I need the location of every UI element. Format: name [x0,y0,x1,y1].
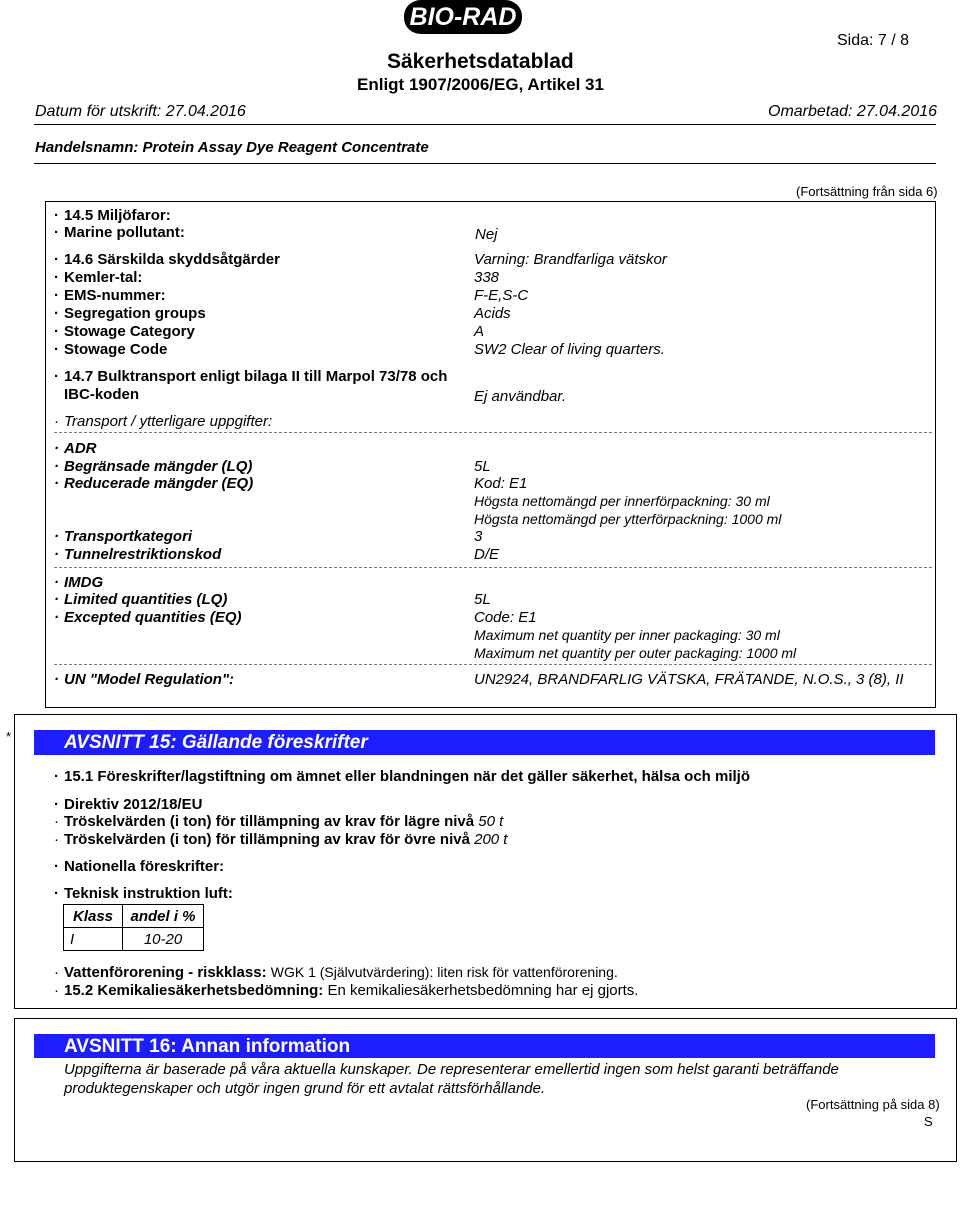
header-divider [34,124,936,125]
imdg-eq-value: Code: E1 [474,609,537,626]
imdg-eq-label: · Excepted quantities (EQ) [54,609,242,626]
dashed-divider [54,664,932,665]
imdg-eq-inner: Maximum net quantity per inner packaging: 30 ml [474,627,780,643]
adr-lq-label: · Begränsade mängder (LQ) [54,458,252,475]
s14-6-heading-value: Varning: Brandfarliga vätskor [474,251,667,268]
document-subtitle: Enligt 1907/2006/EG, Artikel 31 [357,75,604,94]
water-hazard: · Vattenförorening - riskklass: WGK 1 (Självutvärdering): liten risk för vattenförorening. [54,964,618,981]
directive-label: · Direktiv 2012/18/EU [54,796,202,813]
lower-threshold: · Tröskelvärden (i ton) för tillämpning av krav för lägre nivå 50 t [54,813,503,830]
footer-mark: S [924,1114,933,1129]
section-15-title: AVSNITT 15: Gällande föreskrifter [34,730,935,755]
marine-pollutant-label: · Marine pollutant: [54,224,185,241]
ems-value: F-E,S-C [474,287,529,304]
dashed-divider [54,432,932,433]
s14-7-value: Ej användbar. [474,388,567,405]
adr-tunnel-value: D/E [474,546,500,563]
imdg-lq-value: 5L [474,591,491,608]
s14-5-heading: · 14.5 Miljöfaror: [54,207,171,224]
table-cell-klass: I [64,928,123,951]
s14-7-heading-line2: IBC-koden [64,386,139,403]
continued-from: (Fortsättning från sida 6) [796,184,938,199]
trade-name-divider [34,163,936,164]
kemler-value: 338 [474,269,500,286]
marine-pollutant-value: Nej [475,226,498,243]
revised-date: Omarbetad: 27.04.2016 [768,103,938,120]
table-row [64,928,204,951]
adr-eq-label: · Reducerade mängder (EQ) [54,475,253,492]
imdg-heading: · IMDG [54,574,103,591]
s16-text-line1: Uppgifterna är baserade på våra aktuella kunskaper. De representerar emellertid ingen som helst garanti beträffande [64,1061,839,1078]
segregation-value: Acids [474,305,511,322]
stowage-code-value: SW2 Clear of living quarters. [474,341,665,358]
table-header-row [64,905,204,928]
kemler-label: · Kemler-tal: [54,269,142,286]
table-header-klass: Klass [64,905,123,928]
adr-eq-outer: Högsta nettomängd per ytterförpackning: 1000 ml [474,511,782,527]
segregation-label: · Segregation groups [54,305,206,322]
document-title: Säkerhetsdatablad [387,50,574,73]
adr-eq-inner: Högsta nettomängd per innerförpackning: 30 ml [474,493,770,509]
page-number: Sida: 7 / 8 [837,32,910,49]
bio-rad-logo: BIO-RAD [404,0,522,34]
tech-instruction-label: · Teknisk instruktion luft: [54,885,233,902]
stowage-category-label: · Stowage Category [54,323,195,340]
class-table [63,904,204,951]
s15-1-heading: · 15.1 Föreskrifter/lagstiftning om ämnet eller blandningen när det gäller säkerhet, hälsa och miljö [54,768,750,785]
chem-safety-assessment: · 15.2 Kemikaliesäkerhetsbedömning: En kemikaliesäkerhetsbedömning har ej gjorts. [54,982,638,999]
imdg-lq-label: · Limited quantities (LQ) [54,591,227,608]
adr-lq-value: 5L [474,458,491,475]
trade-name: Handelsnamn: Protein Assay Dye Reagent Concentrate [35,139,429,156]
un-model-value: UN2924, BRANDFARLIG VÄTSKA, FRÄTANDE, N.O.S., 3 (8), II [474,671,904,688]
continued-to: (Fortsättning på sida 8) [806,1097,940,1112]
adr-category-label: · Transportkategori [54,528,192,545]
adr-tunnel-label: · Tunnelrestriktionskod [54,546,221,563]
print-date: Datum för utskrift: 27.04.2016 [35,103,246,120]
section-16-title: AVSNITT 16: Annan information [34,1034,935,1058]
transport-extra-label: · Transport / ytterligare uppgifter: [54,413,272,430]
s16-text-line2: produktegenskaper och utgör ingen grund för ett avtalat rättsförhållande. [64,1080,546,1097]
ems-label: · EMS-nummer: [54,287,166,304]
national-regs-label: · Nationella föreskrifter: [54,858,224,875]
stowage-code-label: · Stowage Code [54,341,167,358]
un-model-label: · UN "Model Regulation": [54,671,234,688]
upper-threshold: · Tröskelvärden (i ton) för tillämpning av krav för övre nivå 200 t [54,831,507,848]
s14-6-heading: · 14.6 Särskilda skyddsåtgärder [54,251,280,268]
table-cell-andel: 10-20 [123,928,204,951]
adr-category-value: 3 [474,528,483,545]
s14-7-heading: · 14.7 Bulktransport enligt bilaga II till Marpol 73/78 och [54,368,447,385]
stowage-category-value: A [474,323,485,340]
adr-heading: · ADR [54,440,97,457]
adr-eq-value: Kod: E1 [474,475,528,492]
imdg-eq-outer: Maximum net quantity per outer packaging: 1000 ml [474,645,797,661]
change-marker: * [6,729,12,744]
dashed-divider [54,567,932,568]
table-header-andel: andel i % [123,905,204,928]
